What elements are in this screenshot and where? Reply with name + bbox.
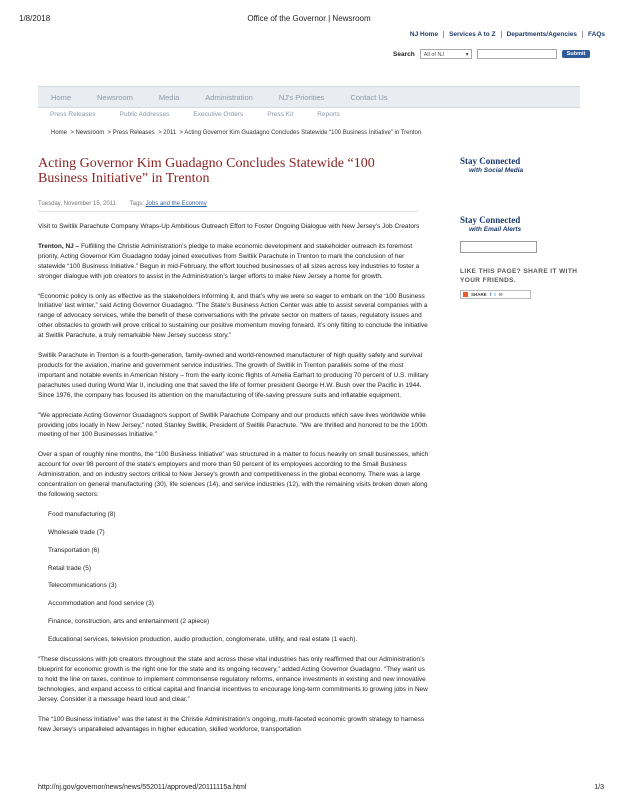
twitter-icon[interactable]: t: [494, 292, 496, 297]
nav-priorities[interactable]: NJ's Priorities: [278, 92, 325, 102]
email-icon[interactable]: ✉: [498, 291, 503, 297]
breadcrumb: Home > Newsroom > Press Releases > 2011 > Acting Governor Kim Guadagno Concludes Statewide “100 Business Initiative” in Trenton: [51, 130, 422, 136]
article-paragraph: “Economic policy is only as effective as the stakeholders informing it, and that’s why we were so eager to embark on the ‘100 Business Initiative’ last winter,” said Acting Governor Guadagno. “The State’s Business Action Center was able to assist several companies with a range of advocacy services, while the benefit of these conversations with the private sector on matters of taxes, regulatory issues and other obstacles to growth will prove critical to sustaining our positive momentum moving forward. It’s only fitting to conclude the initiative at Switlik Parachute, a truly remarkable New Jersey success story.”: [38, 292, 428, 340]
nav-home[interactable]: Home: [51, 92, 72, 102]
share-prompt: LIKE THIS PAGE? SHARE IT WITH YOUR FRIENDS.: [460, 268, 578, 284]
breadcrumb-newsroom[interactable]: Newsroom: [75, 130, 105, 136]
primary-nav: [38, 86, 580, 108]
article-title: Acting Governor Kim Guadagno Concludes Statewide “100 Business Initiative” in Trenton: [38, 156, 375, 186]
breadcrumb-press-releases[interactable]: Press Releases: [112, 130, 155, 136]
article-meta: [38, 201, 418, 212]
top-link-departments[interactable]: Departments/Agencies: [501, 31, 582, 38]
share-label: SHARE: [471, 292, 487, 297]
email-subheading[interactable]: with Email Alerts: [469, 226, 522, 233]
search-label: Search: [393, 50, 415, 58]
subnav-executive-orders[interactable]: Executive Orders: [193, 111, 244, 118]
search-submit-button[interactable]: Submit: [562, 50, 591, 58]
share-icon: [463, 292, 468, 297]
article-body: [38, 222, 432, 744]
breadcrumb-current: Acting Governor Kim Guadagno Concludes Statewide “100 Business Initiative” in Trenton: [184, 130, 422, 136]
tag-link[interactable]: Jobs and the Economy: [145, 201, 207, 207]
top-link-faqs[interactable]: FAQs: [582, 31, 610, 38]
breadcrumb-year[interactable]: 2011: [163, 130, 177, 136]
nav-contact[interactable]: Contact Us: [350, 92, 388, 102]
subnav-reports[interactable]: Reports: [317, 111, 341, 118]
article-date: Tuesday, November 15, 2011: [38, 201, 116, 207]
list-item: Wholesale trade (7): [48, 528, 105, 536]
lead-dateline: Trenton, NJ –: [38, 242, 80, 250]
print-page-number: 1/3: [594, 784, 604, 791]
article-paragraph: The “100 Business Initiative” was the latest in the Christie Administration’s ongoing, multi-faceted economic growth strategy to harness New Jersey’s unparalleled advantages in higher education, skilled workforce, transportation: [38, 715, 425, 733]
list-item: Food manufacturing (8): [48, 510, 116, 518]
breadcrumb-home[interactable]: Home: [51, 130, 68, 136]
print-title: Office of the Governor | Newsroom: [247, 14, 371, 23]
list-item: Transportation (6): [48, 546, 100, 554]
share-button[interactable]: [460, 290, 531, 299]
list-item: Accommodation and food service (3): [48, 600, 154, 608]
nav-newsroom[interactable]: Newsroom: [97, 92, 133, 102]
top-link-services[interactable]: Services A to Z: [443, 31, 500, 38]
facebook-icon[interactable]: f: [489, 292, 492, 297]
social-subheading[interactable]: with Social Media: [469, 167, 524, 174]
social-heading[interactable]: Stay Connected: [460, 156, 521, 166]
list-item: Telecommunications (3): [48, 582, 117, 590]
article-lead: [38, 242, 432, 282]
sidebar-social: [460, 156, 590, 174]
top-link-nj-home[interactable]: NJ Home: [409, 31, 439, 38]
article-subhead: Visit to Switlik Parachute Company Wraps-Up Ambitious Outreach Effort to Foster Ongoing Dialogue with New Jersey’s Job Creators: [38, 223, 420, 230]
secondary-nav: [38, 111, 352, 118]
email-heading[interactable]: Stay Connected: [460, 215, 521, 225]
sidebar-email: [460, 215, 590, 299]
nav-media[interactable]: Media: [158, 92, 180, 102]
list-item: Retail trade (5): [48, 564, 91, 572]
search-input[interactable]: [477, 49, 557, 59]
print-url: http://nj.gov/governor/news/news/552011/approved/20111115a.html: [38, 784, 247, 791]
article-paragraph: Over a span of roughly nine months, the “100 Business Initiative” was structured in a matter to focus heavily on small businesses, which account for over 98 percent of the state’s employers and more than 50 percent of its employees according to the Small Business Administration, and on industry sectors critical to New Jersey’s growth and competitiveness in the global economy. There was a large concentration on general manufacturing (30), life sciences (14), and service industries (12), with the remaining visits broken down along the following sectors:: [38, 451, 429, 498]
article-paragraph: Switlik Parachute in Trenton is a fourth-generation, family-owned and world-renowned manufacturer of high quality safety and survival products for the aviation, marine and government service industries. The growth of Switlik in Trenton parallels some of the most important and notable events in American history – from the early iconic flights of Amelia Earhart to producing 70 percent of U.S. military parachutes used during World War II, including one that saved the life of former president George H.W. Bush over the Pacific in 1944. Since 1976, the company has focused its attention on the manufacturing of life-saving pressure suits and inflatable equipment.: [38, 352, 429, 399]
subnav-press-kit[interactable]: Press Kit: [267, 111, 294, 118]
list-item: Finance, construction, arts and entertainment (2 apiece): [48, 618, 210, 626]
search-bar: [393, 49, 590, 59]
article-paragraph: "We appreciate Acting Governor Guadagno's support of Switlik Parachute Company and our products which save lives worldwide while providing jobs locally in New Jersey," noted Stanley Switlik, President of Switlik Parachute. "We are thrilled and honored to be the 100th meeting of her 100 Businesses Initiative.": [38, 411, 428, 439]
top-links: [405, 31, 610, 38]
search-scope-select[interactable]: All of NJ ▾: [420, 49, 472, 59]
list-item: Educational services, television production, audio production, conglomerate, utility, and real estate (1 each).: [48, 636, 358, 644]
tags-label: Tags:: [129, 201, 144, 207]
sector-list: [38, 510, 432, 645]
print-date: 1/8/2018: [19, 14, 51, 23]
lead-text: Fulfilling the Christie Administration’s pledge to make economic development and stakeholder outreach its foremost priority, Acting Governor Kim Guadagno today joined executives from Switlik Parachute in Trenton to mark the conclusion of her statewide “100 Business Initiative.” Begun in mid-February, the effort touched businesses of all sizes across key industries to foster a stronger dialogue with job creators to assist in the Administration’s larger efforts to make New Jersey a home for growth.: [38, 242, 420, 280]
subnav-press-releases[interactable]: Press Releases: [50, 111, 96, 118]
subnav-public-addresses[interactable]: Public Addresses: [119, 111, 170, 118]
email-signup-input[interactable]: [460, 241, 537, 253]
article-paragraph: “These discussions with job creators throughout the state and across these vital industries has only reaffirmed that our Administration’s blueprint for economic growth is the right one for the state and its ongoing recovery,” added Acting Governor Guadagno. “They want us to hold the line on taxes, continue to implement commonsense regulatory reforms, enhance investments in existing and new innovative technologies, and expand access to critical capital and financial incentives to encourage long-term commitments to growing jobs in New Jersey. Consider it a message heard loud and clear.”: [38, 656, 428, 703]
nav-administration[interactable]: Administration: [205, 92, 253, 102]
